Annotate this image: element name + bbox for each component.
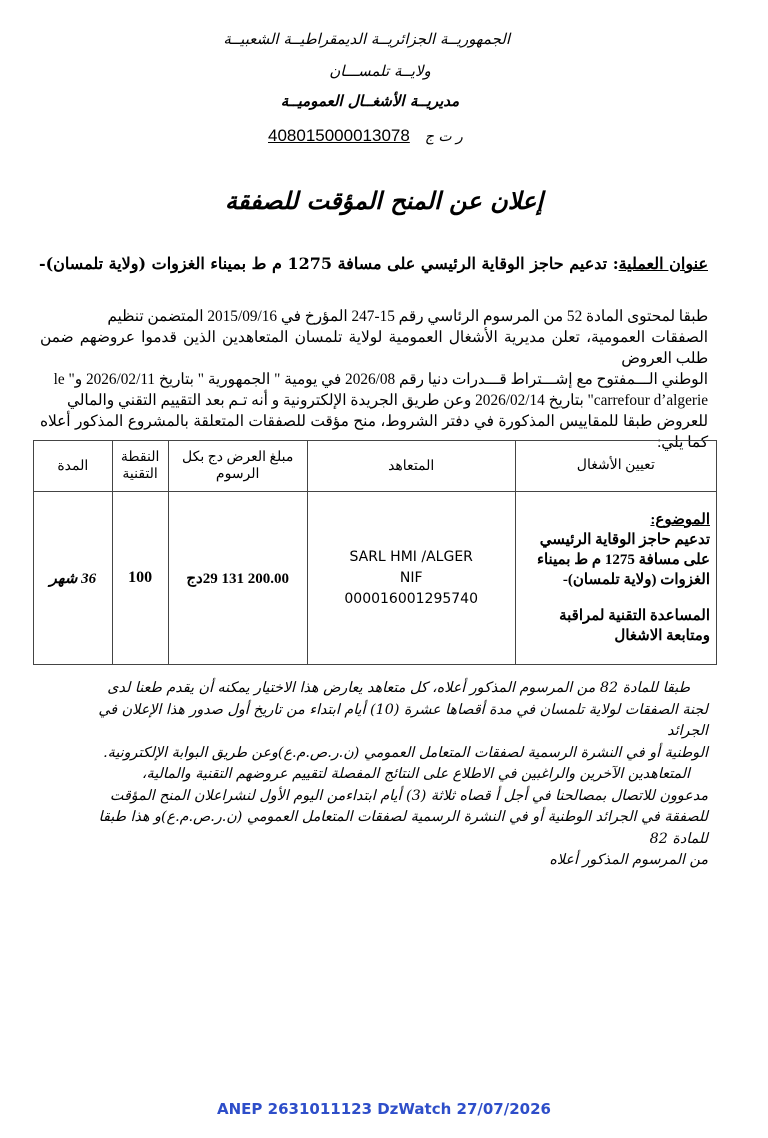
intro-line: طبقا لمحتوى المادة 52 من المرسوم الرئاسي رقم 15-247 المؤرخ في 2015/09/16 المتضمن تنظيم bbox=[107, 308, 708, 325]
page-title: إعلان عن المنح المؤقت للصفقة bbox=[224, 186, 544, 215]
reference-number: 408015000013078 bbox=[268, 126, 410, 145]
cell-duration: 36 شهر bbox=[34, 492, 113, 665]
subject-extra: المساعدة التقنية لمراقبة ومتابعة الاشغال bbox=[559, 608, 710, 644]
header-republic: الجمهوريــة الجزائريــة الديمقراطيــة الشعبيــة bbox=[223, 30, 510, 48]
closing-line: المتعاهدين الآخرين والراغبين في الاطلاع على النتائج المفصلة لتقييم عروضهم التقنية والمالية، bbox=[141, 766, 690, 782]
award-table bbox=[33, 440, 717, 665]
closing-line: الوطنية أو في النشرة الرسمية لصفقات المتعامل العمومي (ن.ر.ص.م.ع)وعن طريق البوابة الإلكترونية. bbox=[103, 744, 708, 761]
header-designation: تعيين الأشغال bbox=[515, 441, 716, 492]
header-score: النقطة التقنية bbox=[112, 441, 168, 492]
closing-line: طبقا للمادة 82 من المرسوم المذكور أعلاه، كل متعاهد يعارض هذا الاختيار يمكنه أن يقدم طعنا لدى bbox=[107, 680, 690, 696]
header-duration: المدة bbox=[34, 441, 113, 492]
operation-text: : تدعيم حاجز الوقاية الرئيسي على مسافة 1275 م ط بميناء الغزوات (ولاية تلمسان)- bbox=[38, 254, 619, 273]
header-wilaya: ولايــة تلمســـان bbox=[329, 62, 431, 80]
subject-label: الموضوع: bbox=[650, 512, 710, 528]
footer-reference: ANEP 2631011123 DzWatch 27/07/2026 bbox=[217, 1100, 551, 1118]
intro-line: للعروض طبقا للمقاييس المذكورة في دفتر الشروط، منح مؤقت للصفقات المتعلقة بالمشروع المذكور أعلاه كما يلي: bbox=[40, 413, 708, 451]
closing-paragraph bbox=[60, 678, 708, 872]
intro-line: carrefour d’algerie" بتاريخ 2026/02/14 وعن طريق الجريدة الإلكترونية و أنه تـم بعد التقييم التقني والمالي bbox=[66, 392, 708, 409]
cell-designation bbox=[515, 492, 716, 665]
bidder-name: SARL HMI /ALGER bbox=[349, 548, 473, 565]
operation-title bbox=[40, 254, 708, 273]
operation-label: عنوان العملية bbox=[618, 254, 708, 273]
header-bidder: المتعاهد bbox=[307, 441, 515, 492]
intro-line: الصفقات العمومية، تعلن مديرية الأشغال العمومية لولاية تلمسان المتعاهدين الذين قدموا عروضهم ضمن طلب العروض bbox=[40, 329, 708, 367]
table-header-row bbox=[34, 441, 717, 492]
header-amount: مبلغ العرض دج بكل الرسوم bbox=[168, 441, 307, 492]
bidder-nif: 000016001295740 bbox=[344, 590, 478, 607]
reference-label: ر ت ج bbox=[424, 129, 463, 145]
intro-line: الوطني الـــمفتوح مع إشـــتراط قـــدرات دنيا رقم 2026/08 في يومية " الجمهورية " بتاريخ 2026/02/11 و" le bbox=[53, 371, 708, 388]
closing-line: للصفقة في الجرائد الوطنية أو في النشرة الرسمية لصفقات المتعامل العمومي (ن.ر.ص.م.ع)و هذا طبقا للمادة 82 bbox=[98, 809, 708, 847]
subject-text: تدعيم حاجز الوقاية الرئيسي على مسافة 1275 م ط بميناء الغزوات (ولاية تلمسان)- bbox=[536, 532, 710, 588]
cell-score: 100 bbox=[112, 492, 168, 665]
header-directorate: مديريــة الأشغــال العموميــة bbox=[280, 92, 460, 110]
cell-bidder bbox=[307, 492, 515, 665]
intro-paragraph bbox=[40, 306, 708, 453]
reference-line bbox=[268, 126, 463, 146]
cell-amount: 200.00 131 29دج bbox=[168, 492, 307, 665]
table-row bbox=[34, 492, 717, 665]
closing-line: من المرسوم المذكور أعلاه bbox=[549, 852, 708, 868]
closing-line: لجنة الصفقات لولاية تلمسان في مدة أقصاها عشرة (10) أيام ابتداء من تاريخ أول صدور هذا الإعلان في الجرائد bbox=[98, 701, 708, 739]
closing-line: مدعوون للاتصال بمصالحنا في أجل أ قصاه ثلاثة (3) أيام ابتداءمن اليوم الأول لنشراعلان المنح المؤقت bbox=[109, 787, 708, 804]
bidder-nif-label: NIF bbox=[399, 569, 423, 586]
